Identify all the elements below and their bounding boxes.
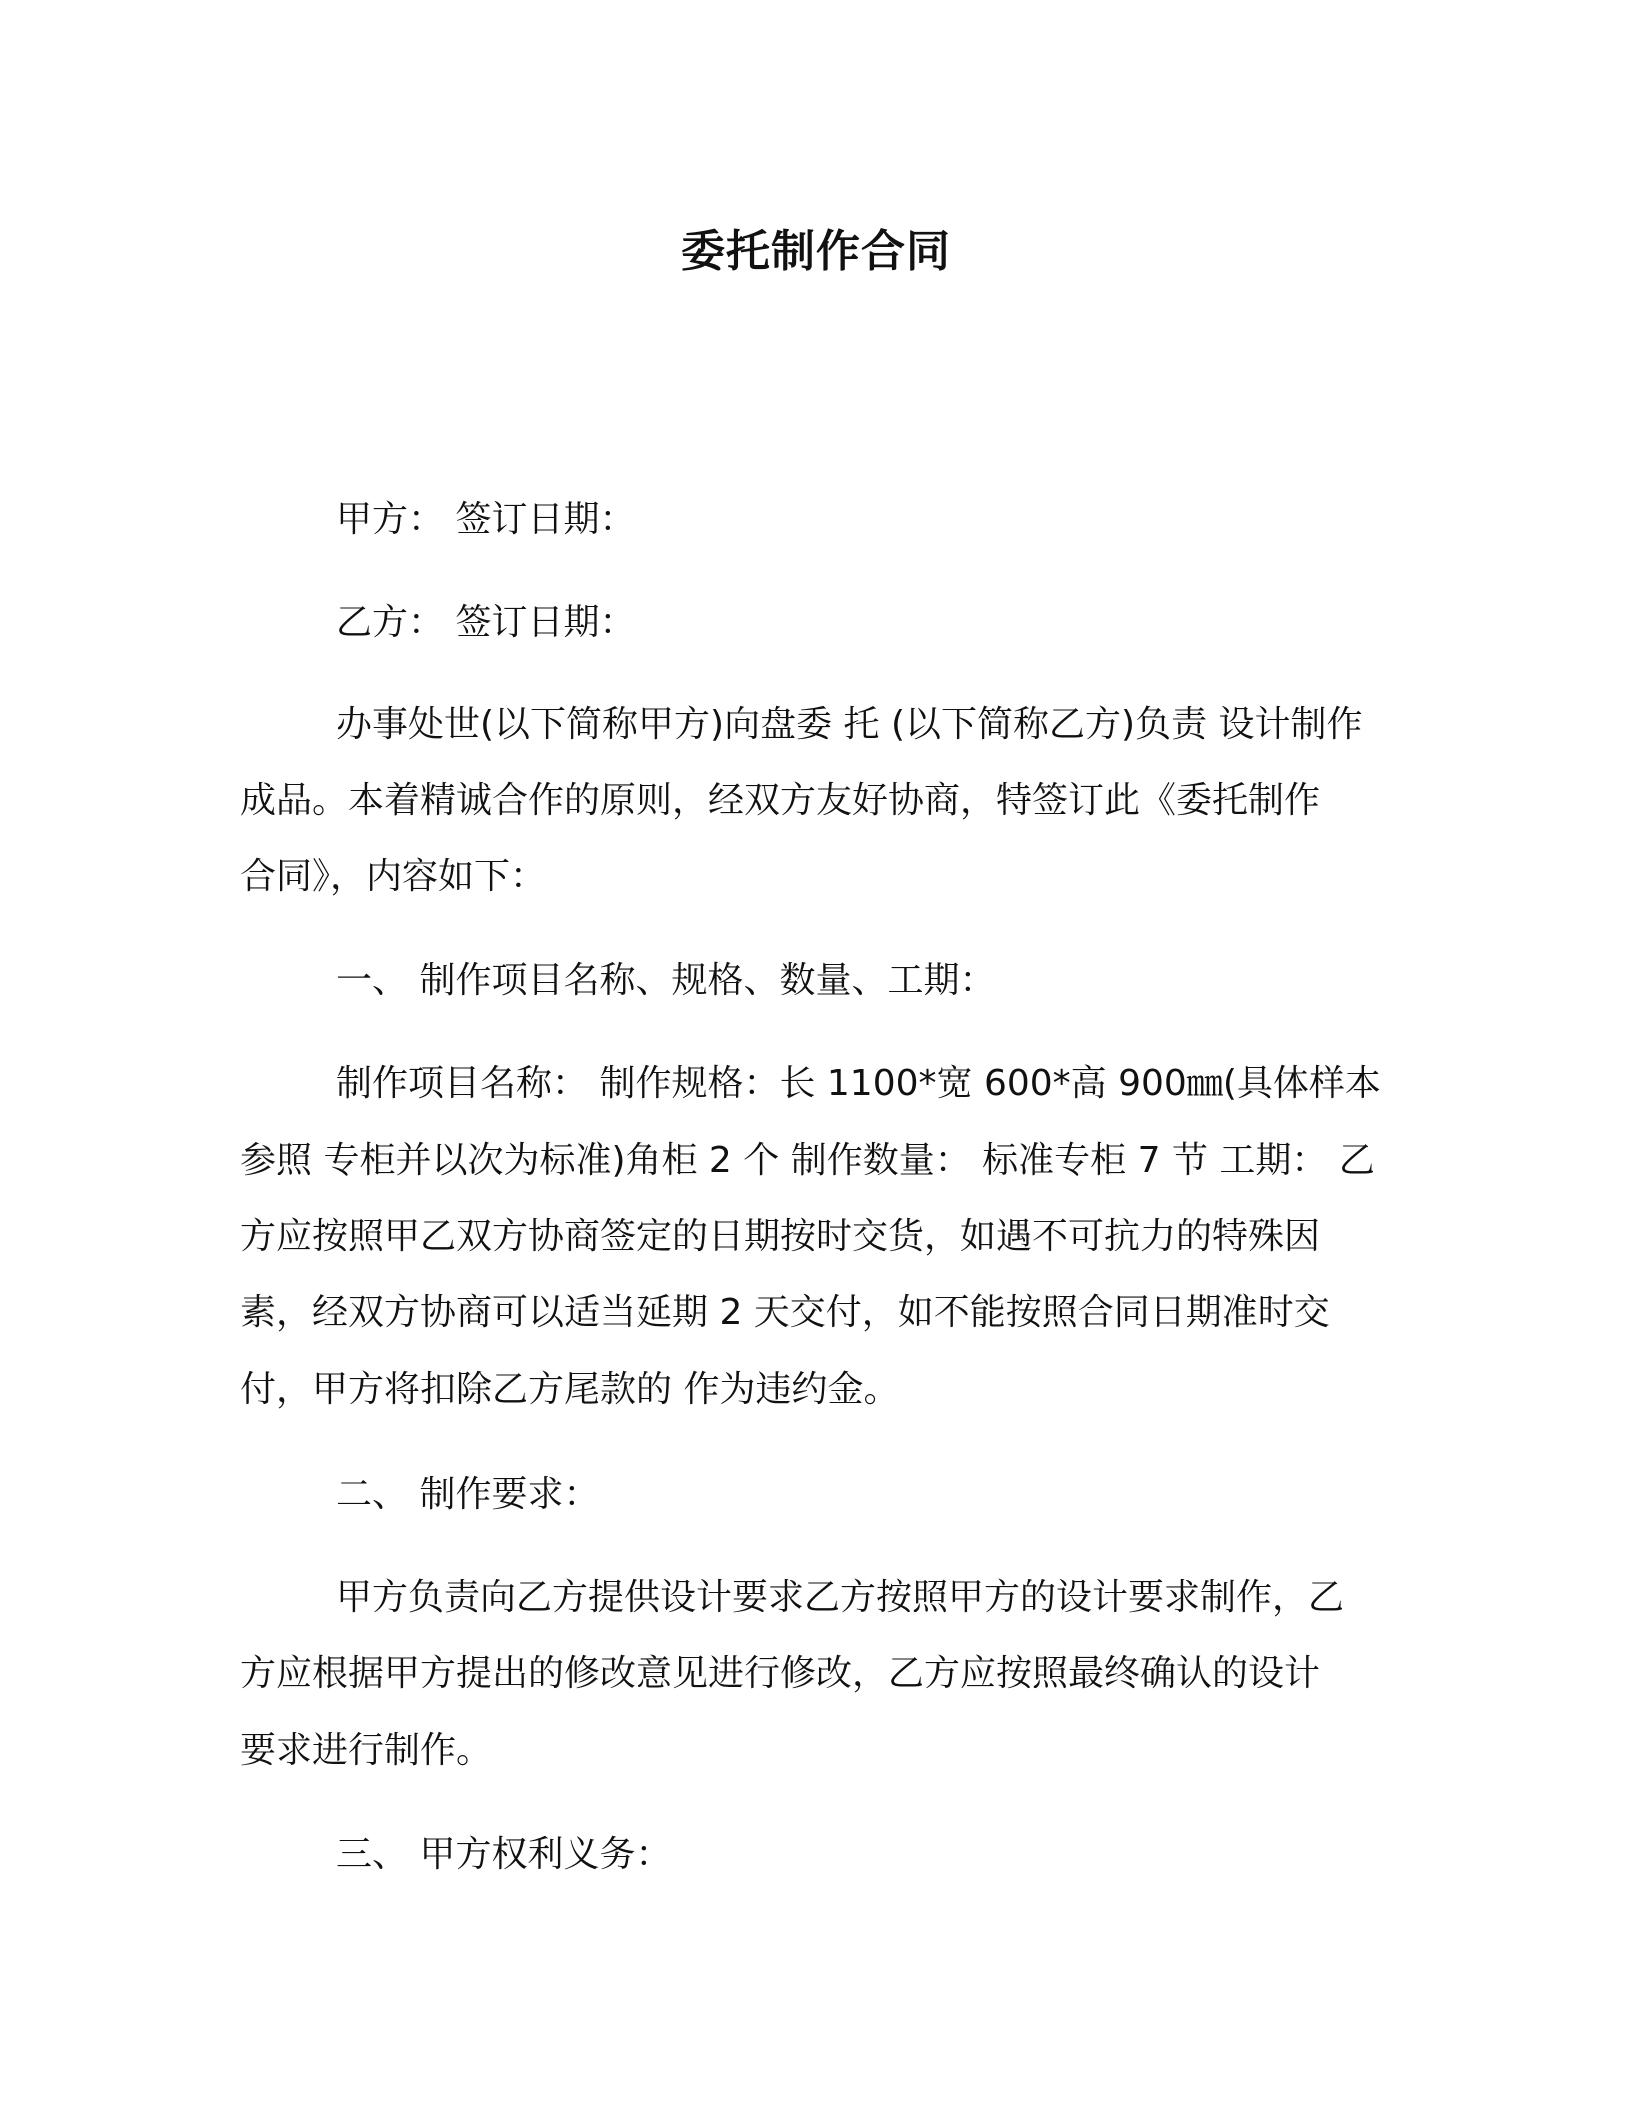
section-3-heading: 三、 甲方权利义务： <box>336 1834 672 1875</box>
document-title: 委托制作合同 <box>681 226 951 277</box>
section-1-line-2: 参照 专柜并以次为标准)角柜 2 个 制作数量： 标准专柜 7 节 工期： 乙 <box>240 1140 1375 1181</box>
section-1-line-1: 制作项目名称： 制作规格：长 1100*宽 600*高 900㎜(具体样本 <box>336 1063 1381 1104</box>
section-2-line-2: 方应根据甲方提出的修改意见进行修改，乙方应按照最终确认的设计 <box>240 1653 1321 1694</box>
intro-line-3: 合同》，内容如下： <box>240 856 547 897</box>
party-a-line: 甲方： 签订日期： <box>336 499 636 540</box>
section-1-heading: 一、 制作项目名称、规格、数量、工期： <box>336 960 996 1001</box>
section-2-heading: 二、 制作要求： <box>336 1474 600 1515</box>
party-b-line: 乙方： 签订日期： <box>336 602 636 643</box>
section-2-line-3: 要求进行制作。 <box>240 1730 493 1771</box>
section-1-line-3: 方应按照甲乙双方协商签定的日期按时交货，如遇不可抗力的特殊因 <box>240 1216 1321 1257</box>
section-1-line-5: 付，甲方将扣除乙方尾款的 作为违约金。 <box>240 1369 900 1410</box>
intro-line-1: 办事处世(以下简称甲方)向盘委 托 (以下简称乙方)负责 设计制作 <box>336 704 1363 745</box>
section-2-line-1: 甲方负责向乙方提供设计要求乙方按照甲方的设计要求制作，乙 <box>336 1577 1345 1618</box>
section-1-line-4: 素，经双方协商可以适当延期 2 天交付，如不能按照合同日期准时交 <box>240 1292 1330 1333</box>
intro-line-2: 成品。本着精诚合作的原则，经双方友好协商，特签订此《委托制作 <box>240 780 1321 821</box>
